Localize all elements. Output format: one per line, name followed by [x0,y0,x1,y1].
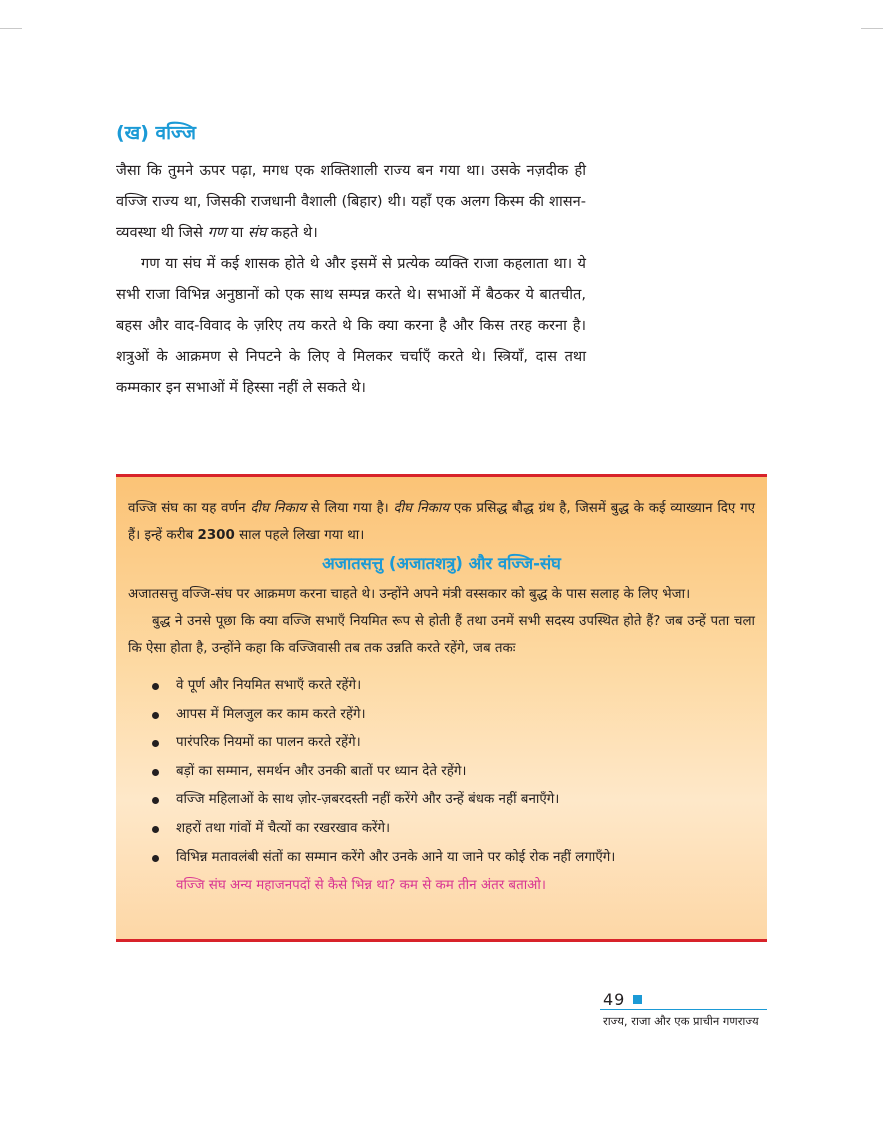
box-paragraph-1: अजातसत्तु वज्जि-संघ पर आक्रमण करना चाहते थे। उन्होंने अपने मंत्री वस्सकार को बुद्ध के पास सलाह के लिए भेजा। [128,587,691,602]
square-marker-icon [633,995,642,1004]
conditions-list [128,672,755,872]
crop-mark-left [0,28,22,29]
question-text: वज्जि संघ अन्य महाजनपदों से कैसे भिन्न था? कम से कम तीन अंतर बताओ। [176,878,546,894]
bullet-icon [152,769,159,776]
term-gana: गण [207,224,227,241]
list-item [152,729,755,758]
chapter-caption: राज्य, राजा और एक प्राचीन गणराज्य [603,1014,759,1028]
section-title: (ख) वज्जि [116,122,196,144]
list-item [152,815,755,844]
footer-divider [600,1009,767,1010]
list-item [152,844,755,873]
box-intro-text-d: साल पहले लिखा गया था। [234,528,365,543]
bullet-icon [152,797,159,804]
main-paragraph-2: गण या संघ में कई शासक होते थे और इसमें से प्रत्येक व्यक्ति राजा कहलाता था। ये सभी राजा विभिन्न अनुष्ठानों को एक साथ सम्पन्न करते थे। सभाओं में बैठकर ये बातचीत, बहस और वाद-विवाद के ज़रिए तय करते थे कि क्या करना है और किस तरह करना है। शत्रुओं के आक्रमण से निपटने के लिए वे मिलकर चर्चाएँ करते थे। स्त्रियाँ, दास तथा कम्मकार इन सभाओं में हिस्सा नहीं ले सकते थे। [116,255,586,396]
box-intro-text-c: एक प्रसिद्ध बौद्ध ग्रंथ है, जिसमें बुद्ध के कई व्याख्यान दिए गए हैं। इन्हें करीब [128,501,756,543]
source-title-2: दीघ निकाय [393,501,450,516]
bullet-icon [152,855,159,862]
bullet-icon [152,683,159,690]
list-item [152,786,755,815]
list-item [152,701,755,730]
list-item-text: वज्जि महिलाओं के साथ ज़ोर-ज़बरदस्ती नहीं करेंगे और उन्हें बंधक नहीं बनाएँगे। [176,792,560,808]
list-item [152,758,755,787]
box-intro [128,495,755,549]
years-value: 2300 [197,528,235,543]
main-paragraph-1 [116,155,586,248]
source-title-1: दीघ निकाय [250,501,307,516]
box-intro-text-b: से लिया गया है। [306,501,394,516]
box-intro-text-a: वज्जि संघ का यह वर्णन [128,501,251,516]
main-paragraph-1-text-b: कहते थे। [266,224,318,241]
list-item-text: पारंपरिक नियमों का पालन करते रहेंगे। [176,735,361,751]
main-paragraph-1-text-ya: या [226,224,248,241]
list-item-text: बड़ों का सम्मान, समर्थन और उनकी बातों पर ध्यान देते रहेंगे। [176,763,467,779]
bullet-icon [152,740,159,747]
main-text [116,155,586,403]
main-paragraph-1-text-a: जैसा कि तुमने ऊपर पढ़ा, मगध एक शक्तिशाली राज्य बन गया था। उसके नज़दीक ही वज्जि राज्य था, जिसकी राजधानी वैशाली (बिहार) थी। यहाँ एक अलग किस्म की शासन-व्यवस्था थी जिसे [116,162,586,241]
bullet-icon [152,712,159,719]
info-box [116,474,767,942]
page-number: 49 [603,990,626,1009]
list-item [152,672,755,701]
crop-mark-right [861,28,883,29]
list-item-text: विभिन्न मतावलंबी संतों का सम्मान करेंगे और उनके आने या जाने पर कोई रोक नहीं लगाएँगे। [176,849,616,865]
list-item-text: वे पूर्ण और नियमित सभाएँ करते रहेंगे। [176,678,362,693]
list-item-text: आपस में मिलजुल कर काम करते रहेंगे। [176,706,366,722]
box-paragraph-2: बुद्ध ने उनसे पूछा कि क्या वज्जि सभाएँ नियमित रूप से होती हैं तथा उनमें सभी सदस्य उपस्थित होते हैं? जब उन्हें पता चला कि ऐसा होता है, उन्होंने कहा कि वज्जिवासी तब तक उन्नति करते रहेंगे, जब तकः [128,614,755,656]
term-sangh: संघ [247,224,267,241]
list-item-text: शहरों तथा गांवों में चैत्यों का रखरखाव करेंगे। [176,820,391,836]
box-subtitle: अजातसत्तु (अजातशत्रु) और वज्जि-संघ [322,554,561,573]
bullet-icon [152,826,159,833]
